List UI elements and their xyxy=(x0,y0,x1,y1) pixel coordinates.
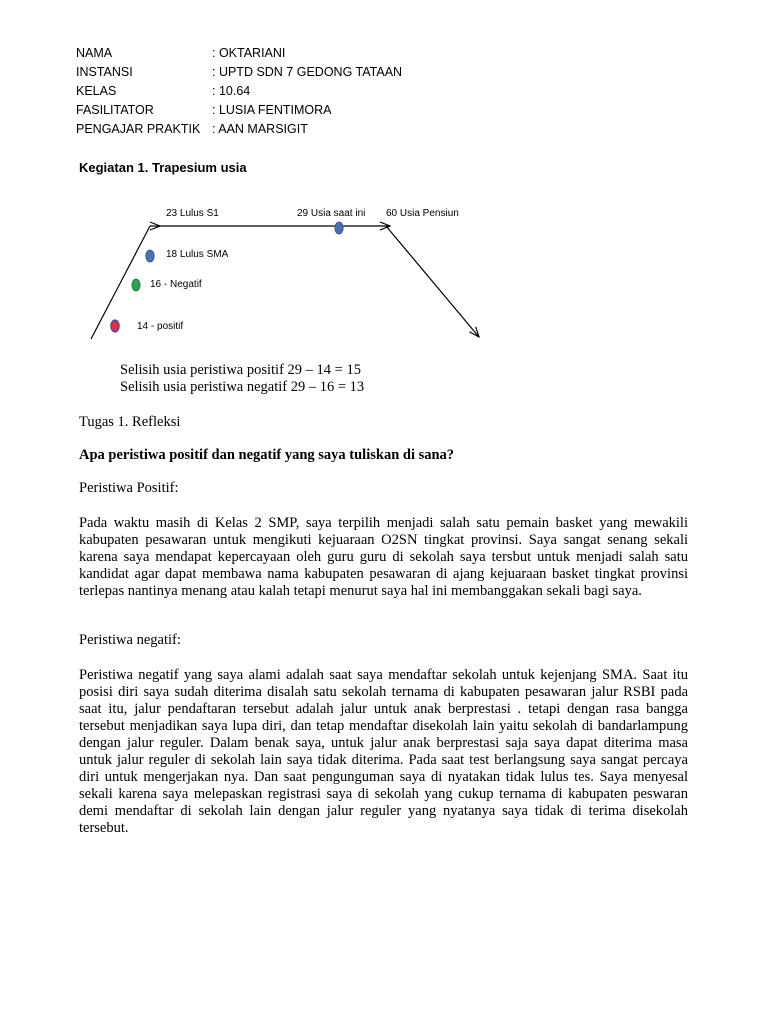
negatif-dot xyxy=(132,279,140,291)
negative-event-text: Peristiwa negatif yang saya alami adalah saat saya mendaftar sekolah untuk kejenjang SMA. Saat itu posisi diri saya sudah diterima disalah satu sekolah ternama di kabupaten pesawaran jalur RSBI pada saat itu, jalur pendaftaran tersebut adalah jalur untuk anak berprestasi . tetapi dengan rasa bangga tersebut menjadikan saya lupa diri, dan tetap mendaftar disekolah lain yaitu sekolah di bandarlampung dengan jalur reguler. Dalam benak saya, untuk jalur anak berprestasi saja saya dapat diterima masa untuk jalur reguler di sekolah lain saya tidak diterima. Pada saat test berlangsung saya sangat percaya diri untuk mengerjakan nya. Dan saat pengunguman saya di nyatakan tidak lulus tes. Saya menyesal sekali karena saya melepaskan registrasi saya di sekolah yang cukup ternama di kabupaten peswaran demi mendaftar di sekolah lain dengan jalur reguler yang nyatanya saya tidak di terima disekolah tersebut. xyxy=(79,667,688,836)
negative-event-label: Peristiwa negatif: xyxy=(79,632,181,648)
info-key: KELAS xyxy=(76,84,117,98)
info-row-nama xyxy=(76,44,402,63)
label-positif: 14 - positif xyxy=(137,321,184,332)
info-value: : OKTARIANI xyxy=(212,46,286,60)
label-negatif: 16 - Negatif xyxy=(150,279,202,290)
falling-line-arrow xyxy=(386,226,479,337)
label-usia-pensiun: 60 Usia Pensiun xyxy=(386,208,459,219)
label-usia-saat-ini: 29 Usia saat ini xyxy=(297,208,366,219)
current-age-dot xyxy=(335,222,343,234)
info-row-instansi xyxy=(76,63,402,82)
info-row-fasilitator xyxy=(76,101,402,120)
label-lulus-sma: 18 Lulus SMA xyxy=(166,249,229,260)
age-differences xyxy=(120,362,364,396)
reflection-question: Apa peristiwa positif dan negatif yang saya tuliskan di sana? xyxy=(79,447,455,463)
label-lulus-s1: 23 Lulus S1 xyxy=(166,208,219,219)
info-key: FASILITATOR xyxy=(76,103,154,117)
info-key: PENGAJAR PRAKTIK xyxy=(76,122,201,136)
info-key: INSTANSI xyxy=(76,65,133,79)
positive-event-label: Peristiwa Positif: xyxy=(79,480,179,496)
info-value: : AAN MARSIGIT xyxy=(212,122,308,136)
lulus-sma-dot xyxy=(146,250,154,262)
info-row-kelas xyxy=(76,82,402,101)
info-value: : 10.64 xyxy=(212,84,251,98)
info-value: : LUSIA FENTIMORA xyxy=(212,103,332,117)
age-trapezium-diagram xyxy=(0,195,768,345)
activity-title: Kegiatan 1. Trapesium usia xyxy=(79,160,247,175)
positif-dot xyxy=(111,320,119,332)
student-info xyxy=(76,44,402,139)
info-row-pengajar xyxy=(76,120,402,139)
info-value: : UPTD SDN 7 GEDONG TATAAN xyxy=(212,65,403,79)
task-title: Tugas 1. Refleksi xyxy=(79,414,181,430)
difference-negative: Selisih usia peristiwa negatif 29 – 16 = 13 xyxy=(120,379,365,395)
info-key: NAMA xyxy=(76,46,113,60)
positive-event-text: Pada waktu masih di Kelas 2 SMP, saya terpilih menjadi salah satu pemain basket yang mewakili kabupaten pesawaran untuk mengikuti kejuaraan O2SN tingkat provinsi. Saya sangat senang sekali karena saya mendapat kepercayaan oleh guru guru di sekolah saya tersbut untuk menjadi salah satu kandidat agar dapat membawa nama kabupaten pesawaran di ajang kejuaraan basket tingkat provinsi terlepas nantinya menang atau kalah tetapi menurut saya hal ini membanggakan sekali bagi saya. xyxy=(79,515,688,599)
difference-positive: Selisih usia peristiwa positif 29 – 14 = 15 xyxy=(120,362,361,378)
